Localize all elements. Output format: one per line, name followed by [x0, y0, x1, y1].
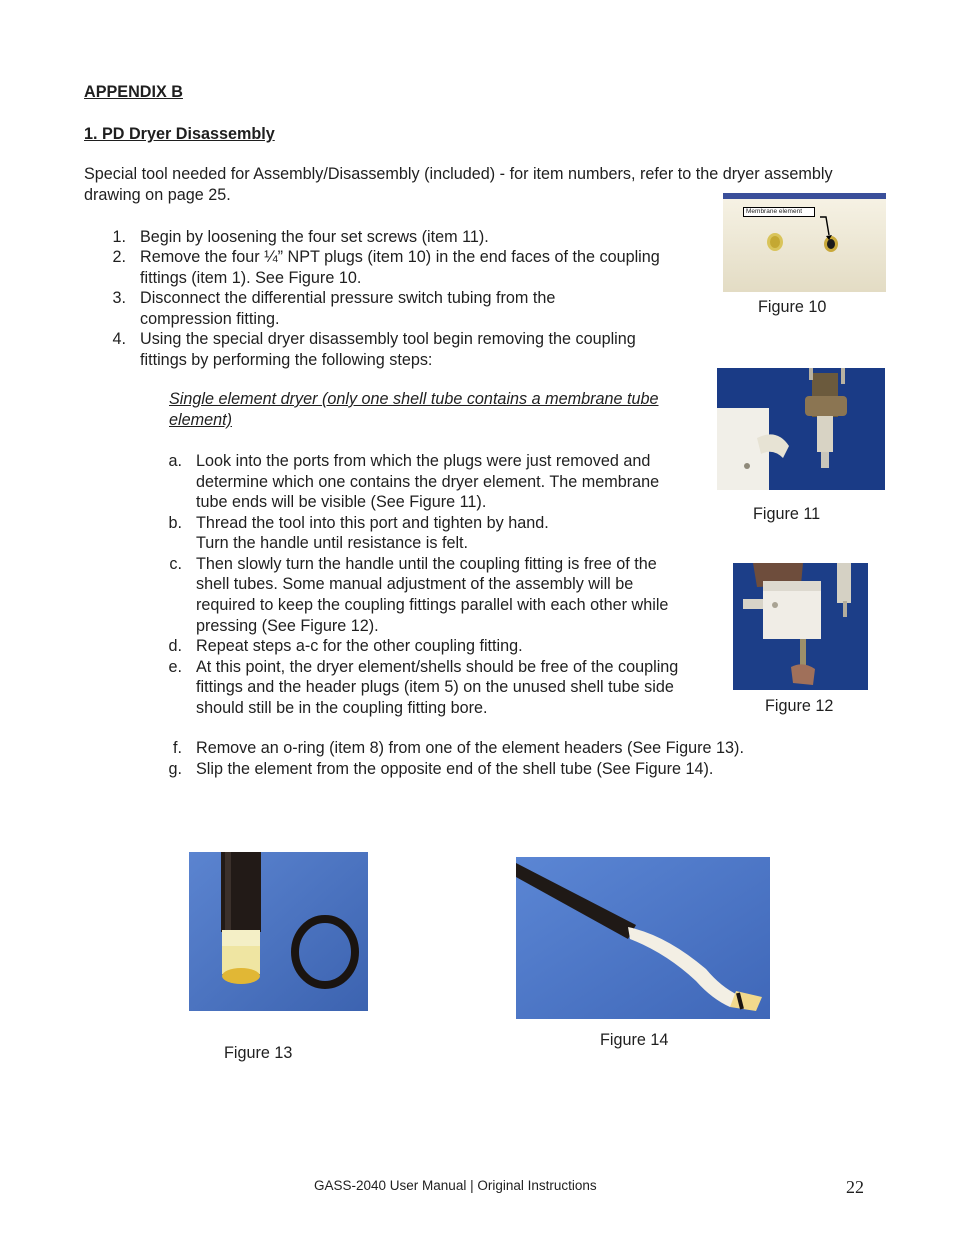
- figure-13-caption: Figure 13: [224, 1044, 293, 1062]
- step-line: fittings by performing the following steps:: [140, 351, 433, 369]
- figure-14-caption: Figure 14: [600, 1031, 669, 1049]
- substep-line: determine which one contains the dryer element. The membrane: [196, 473, 660, 491]
- step-line: Disconnect the differential pressure switch tubing from the: [140, 289, 556, 307]
- appendix-title: APPENDIX B: [84, 83, 183, 101]
- substep-line: Then slowly turn the handle until the coupling fitting is free of the: [196, 555, 657, 573]
- substep-line: shell tubes. Some manual adjustment of the assembly will be: [196, 575, 634, 593]
- step-number: 2.: [112, 248, 126, 266]
- substep-line: Turn the handle until resistance is felt.: [196, 534, 469, 552]
- substep-line: At this point, the dryer element/shells should be free of the coupling: [196, 658, 679, 676]
- membrane-element-callout: Membrane element: [743, 207, 815, 217]
- step-line: compression fitting.: [140, 310, 280, 328]
- substep-line: required to keep the coupling fittings parallel with each other while: [196, 596, 669, 614]
- substep-letter: f.: [173, 739, 182, 757]
- step-number: 3.: [112, 289, 126, 307]
- substep-letter: c.: [169, 555, 182, 573]
- substep-letter: g.: [168, 760, 182, 778]
- figure-10-caption: Figure 10: [758, 298, 827, 316]
- subsection-title: element): [169, 411, 232, 429]
- intro-paragraph: Special tool needed for Assembly/Disassembly (included) - for item numbers, refer to the dryer assembly drawing on page 25.: [84, 165, 833, 204]
- step-line: Begin by loosening the four set screws (item 11).: [140, 228, 489, 246]
- substep-line: Remove an o-ring (item 8) from one of the element headers (See Figure 13).: [196, 739, 744, 757]
- figure-14-photo: [516, 857, 770, 1019]
- tool-disassembly-image: [733, 563, 868, 690]
- substep-line: Look into the ports from which the plugs were just removed and: [196, 452, 651, 470]
- substep-letter: a.: [168, 452, 182, 470]
- substep-line: should still be in the coupling fitting bore.: [196, 699, 488, 717]
- figure-12-photo: [733, 563, 868, 690]
- substep-letter: b.: [168, 514, 182, 532]
- substep-letter: e.: [168, 658, 182, 676]
- footer-text: GASS-2040 User Manual | Original Instructions: [314, 1178, 597, 1193]
- substep-line: tube ends will be visible (See Figure 11).: [196, 493, 487, 511]
- page-number: 22: [846, 1177, 864, 1197]
- figure-11-photo: [717, 368, 885, 490]
- substep-letter: d.: [168, 637, 182, 655]
- step-line: Using the special dryer disassembly tool begin removing the coupling: [140, 330, 636, 348]
- section-title: 1. PD Dryer Disassembly: [84, 125, 275, 143]
- step-line: Remove the four ¼” NPT plugs (item 10) in the end faces of the coupling: [140, 248, 660, 266]
- step-number: 4.: [112, 330, 126, 348]
- figure-10-photo: [723, 193, 886, 292]
- step-number: 1.: [112, 228, 126, 246]
- dryer-port-image: [717, 368, 885, 490]
- figure-11-caption: Figure 11: [753, 505, 821, 523]
- substep-line: Repeat steps a-c for the other coupling fitting.: [196, 637, 523, 655]
- element-removal-image: [516, 857, 770, 1019]
- substep-line: Slip the element from the opposite end of the shell tube (See Figure 14).: [196, 760, 714, 778]
- element-and-oring-image: [189, 852, 368, 1011]
- substep-line: pressing (See Figure 12).: [196, 617, 379, 635]
- subsection-title: Single element dryer (only one shell tube contains a membrane tube: [169, 390, 659, 408]
- substep-line: fittings and the header plugs (item 5) on the unused shell tube side: [196, 678, 674, 696]
- step-line: fittings (item 1). See Figure 10.: [140, 269, 362, 287]
- figure-13-photo: [189, 852, 368, 1011]
- substep-line: Thread the tool into this port and tighten by hand.: [196, 514, 549, 532]
- figure-12-caption: Figure 12: [765, 697, 834, 715]
